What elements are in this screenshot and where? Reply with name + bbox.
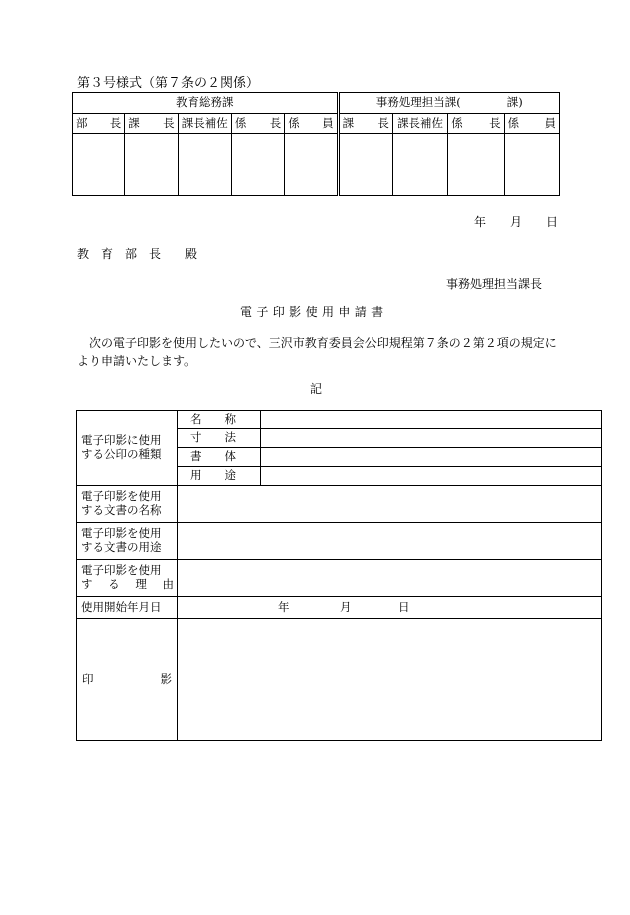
date-year: 年 [474, 215, 487, 229]
stamp-box[interactable] [392, 134, 447, 196]
stamp-box[interactable] [231, 134, 284, 196]
reason-field[interactable] [178, 560, 602, 597]
sub-item-usage-label: 用 途 [178, 467, 261, 486]
seal-size-field[interactable] [261, 429, 602, 448]
group-header-education-affairs: 教育総務課 [73, 93, 339, 114]
seal-impression-label: 印 影 [77, 619, 178, 741]
seal-typeface-field[interactable] [261, 448, 602, 467]
document-purpose-label: 電子印影を使用 する文書の用途 [77, 523, 178, 560]
applicant-title: 事務処理担当課長 [446, 277, 543, 291]
stamp-box[interactable] [73, 134, 125, 196]
body-text-line1: 次の電子印影を使用したいので、三沢市教育委員会公印規程第７条の２第２項の規定に [89, 336, 557, 350]
stamp-box[interactable] [448, 134, 504, 196]
sub-item-size-label: 寸 法 [178, 429, 261, 448]
reason-label: 電子印影を使用 す る 理 由 [77, 560, 178, 597]
role-cell-kacho-hosa-right: 課長補佐 [392, 114, 447, 134]
date-month: 月 [509, 215, 522, 229]
role-cell-kacho-right: 課 長 [338, 114, 392, 134]
sub-item-typeface-label: 書 体 [178, 448, 261, 467]
body-text-line2: より申請いたします。 [77, 354, 197, 368]
form-number-title: 第３号様式（第７条の２関係） [77, 76, 260, 91]
document-purpose-field[interactable] [178, 523, 602, 560]
start-date-field[interactable] [178, 597, 602, 619]
stamp-box[interactable] [285, 134, 338, 196]
application-form-table [76, 410, 602, 741]
document-name-field[interactable] [178, 486, 602, 523]
document-title: 電 子 印 影 使 用 申 請 書 [240, 305, 384, 319]
stamp-box[interactable] [504, 134, 559, 196]
approval-stamp-row [73, 134, 560, 196]
group-header-processing-section: 事務処理担当課( 課) [338, 93, 559, 114]
stamp-box[interactable] [178, 134, 231, 196]
approval-stamp-table [72, 92, 560, 196]
start-date-label: 使用開始年月日 [77, 597, 178, 619]
role-cell-kakaricho: 係 長 [231, 114, 284, 134]
role-cell-kakariin-right: 係 員 [504, 114, 559, 134]
document-name-label: 電子印影を使用 する文書の名称 [77, 486, 178, 523]
sub-item-name-label: 名 称 [178, 411, 261, 429]
date-day: 日 [545, 215, 558, 229]
approval-role-row [73, 114, 560, 134]
role-cell-bucho: 部 長 [73, 114, 125, 134]
role-cell-kacho: 課 長 [125, 114, 178, 134]
ki-mark: 記 [310, 382, 323, 396]
seal-impression-field[interactable] [178, 619, 602, 741]
seal-type-label: 電子印影に使用 する公印の種類 [77, 411, 178, 486]
seal-name-field[interactable] [261, 411, 602, 429]
role-cell-kakaricho-right: 係 長 [448, 114, 504, 134]
honorific: 殿 [185, 247, 198, 261]
addressee: 教 育 部 長 殿 [77, 247, 198, 261]
start-date-year: 年 [278, 599, 290, 614]
start-date-day: 日 [398, 599, 410, 614]
role-cell-kacho-hosa: 課長補佐 [178, 114, 231, 134]
stamp-box[interactable] [338, 134, 392, 196]
stamp-box[interactable] [125, 134, 178, 196]
role-cell-kakariin: 係 員 [285, 114, 338, 134]
start-date-month: 月 [340, 599, 352, 614]
date-line [474, 213, 558, 230]
seal-usage-field[interactable] [261, 467, 602, 486]
